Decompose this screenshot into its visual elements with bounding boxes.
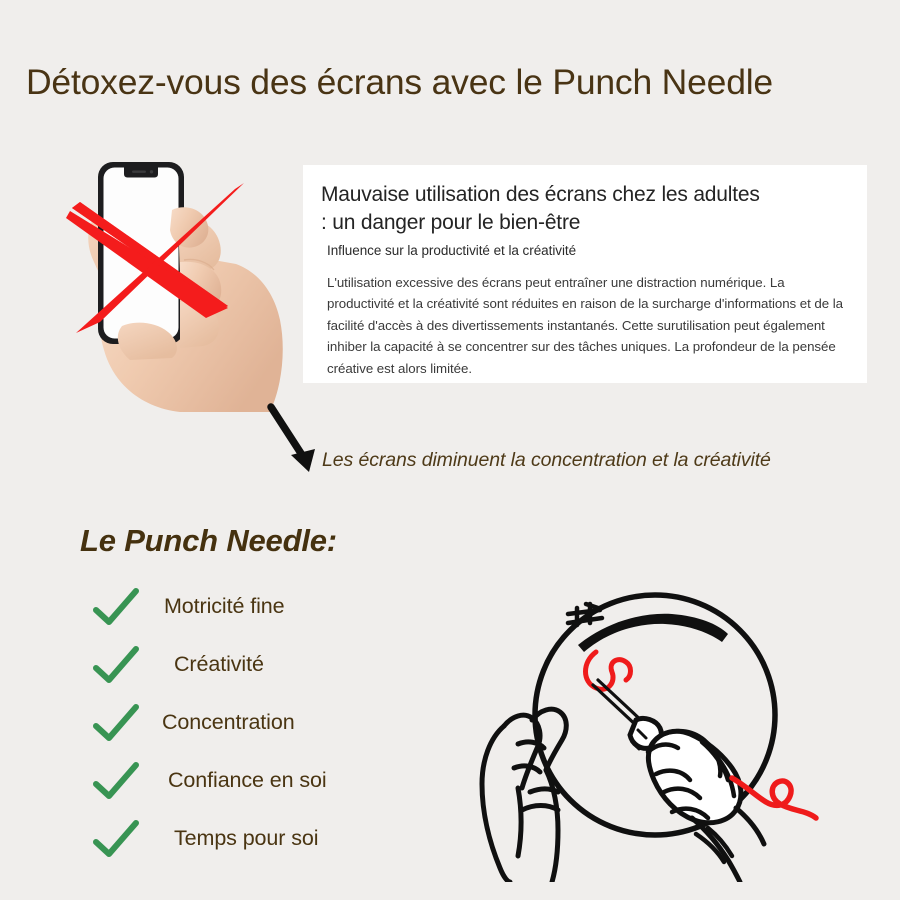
benefits-list <box>92 584 422 874</box>
benefit-label: Confiance en soi <box>168 768 327 792</box>
info-card <box>303 165 867 383</box>
check-icon <box>92 646 140 686</box>
page-title: Détoxez-vous des écrans avec le Punch Needle <box>26 62 773 102</box>
list-item <box>92 758 422 816</box>
check-icon <box>92 588 140 628</box>
card-subheading: Influence sur la productivité et la créativité <box>327 242 577 258</box>
card-heading-line-1: Mauvaise utilisation des écrans chez les adultes <box>321 183 760 206</box>
list-item <box>92 816 422 874</box>
annotation-caption: Les écrans diminuent la concentration et la créativité <box>322 449 771 471</box>
check-icon <box>92 762 140 802</box>
list-item <box>92 584 422 642</box>
hands-punch-needle-embroidery-hoop-icon <box>460 530 852 882</box>
check-icon <box>92 820 140 860</box>
card-heading <box>321 181 849 237</box>
list-item <box>92 642 422 700</box>
list-item <box>92 700 422 758</box>
benefit-label: Créativité <box>174 652 264 676</box>
hand-holding-phone-crossed-out-icon <box>60 150 310 412</box>
check-icon <box>92 704 140 744</box>
benefit-label: Temps pour soi <box>174 826 319 850</box>
card-heading-line-2: : un danger pour le bien-être <box>321 210 581 234</box>
benefit-label: Motricité fine <box>164 594 285 618</box>
section-title-punch-needle: Le Punch Needle: <box>80 523 337 558</box>
benefit-label: Concentration <box>162 710 295 734</box>
card-body-text: L'utilisation excessive des écrans peut entraîner une distraction numérique. La productivité et la créativité sont réduites en raison de la surcharge d'informations et de la facilité d'accès à des divertissements instantanés. Cette surutilisation peut également inhiber la capacité à se concentrer sur des tâches uniques. La profondeur de la pensée créative est alors limitée. <box>327 274 844 376</box>
